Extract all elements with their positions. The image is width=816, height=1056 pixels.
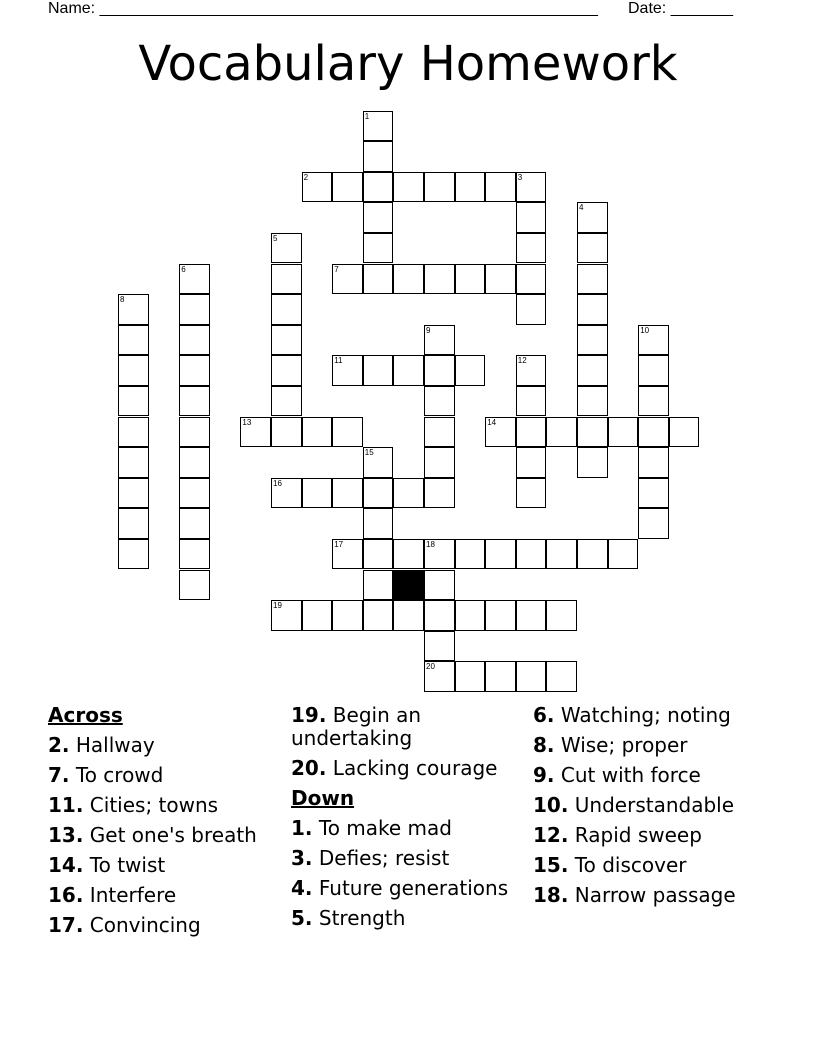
clue-item-text: Watching; noting bbox=[554, 703, 731, 727]
grid-cell[interactable] bbox=[393, 600, 424, 631]
clue-item bbox=[533, 824, 773, 847]
clue-item-number: 8. bbox=[533, 733, 555, 757]
clue-item bbox=[48, 794, 278, 817]
grid-cell[interactable] bbox=[332, 417, 363, 448]
grid-cell[interactable] bbox=[577, 264, 608, 295]
grid-cell[interactable] bbox=[516, 600, 547, 631]
grid-cell[interactable] bbox=[638, 386, 669, 417]
name-field[interactable]: Name: ________________________________________________________ bbox=[48, 0, 598, 17]
clue-item-number: 7. bbox=[48, 763, 70, 787]
grid-cell[interactable] bbox=[424, 631, 455, 662]
grid-cell[interactable] bbox=[271, 417, 302, 448]
clue-item-text: Narrow passage bbox=[568, 883, 736, 907]
grid-cell[interactable] bbox=[363, 355, 394, 386]
clue-item bbox=[291, 704, 526, 750]
grid-cell[interactable] bbox=[516, 202, 547, 233]
clue-item-text: To make mad bbox=[312, 816, 452, 840]
grid-cell[interactable] bbox=[118, 447, 149, 478]
clue-item-number: 18. bbox=[533, 883, 569, 907]
clue-item-number: 10. bbox=[533, 793, 569, 817]
grid-cell[interactable] bbox=[302, 478, 333, 509]
clue-number-10: 10 bbox=[640, 325, 650, 335]
grid-cell[interactable] bbox=[577, 233, 608, 264]
grid-cell[interactable] bbox=[179, 386, 210, 417]
grid-cell[interactable] bbox=[118, 325, 149, 356]
grid-cell[interactable] bbox=[363, 141, 394, 172]
grid-cell[interactable] bbox=[608, 417, 639, 448]
grid-cell[interactable] bbox=[179, 508, 210, 539]
clue-item-number: 13. bbox=[48, 823, 84, 847]
clue-item bbox=[48, 854, 278, 877]
grid-cell[interactable] bbox=[424, 600, 455, 631]
clue-item-text: To discover bbox=[568, 853, 687, 877]
grid-cell[interactable] bbox=[516, 233, 547, 264]
page-title: Vocabulary Homework bbox=[138, 36, 678, 92]
grid-cell[interactable] bbox=[455, 600, 486, 631]
clue-number-18: 18 bbox=[426, 539, 435, 549]
clue-item-text: Begin an undertaking bbox=[291, 703, 422, 750]
grid-cell[interactable] bbox=[546, 661, 577, 692]
grid-cell[interactable] bbox=[577, 355, 608, 386]
clue-item-text: Strength bbox=[312, 906, 406, 930]
across-heading: Across bbox=[48, 703, 123, 727]
clue-item bbox=[48, 914, 278, 937]
grid-cell[interactable] bbox=[516, 264, 547, 295]
grid-cell[interactable] bbox=[546, 539, 577, 570]
grid-cell[interactable] bbox=[424, 417, 455, 448]
grid-cell[interactable] bbox=[118, 386, 149, 417]
grid-cell[interactable] bbox=[332, 600, 363, 631]
grid-cell[interactable] bbox=[638, 355, 669, 386]
clue-item-text: To crowd bbox=[69, 763, 164, 787]
clue-item bbox=[291, 847, 526, 870]
grid-cell[interactable] bbox=[577, 417, 608, 448]
clue-item-text: Get one's breath bbox=[83, 823, 257, 847]
clue-item-text: Wise; proper bbox=[554, 733, 688, 757]
grid-cell[interactable] bbox=[546, 417, 577, 448]
grid-cell[interactable] bbox=[424, 570, 455, 601]
clue-item-number: 16. bbox=[48, 883, 84, 907]
clue-item bbox=[291, 817, 526, 840]
grid-cell[interactable] bbox=[638, 447, 669, 478]
grid-cell[interactable] bbox=[577, 325, 608, 356]
grid-cell[interactable] bbox=[577, 539, 608, 570]
clue-item-text: Hallway bbox=[69, 733, 155, 757]
grid-cell[interactable] bbox=[393, 172, 424, 203]
clue-item-number: 6. bbox=[533, 703, 555, 727]
grid-cell[interactable] bbox=[455, 264, 486, 295]
grid-cell[interactable] bbox=[577, 447, 608, 478]
clue-number-2: 2 bbox=[303, 172, 309, 182]
clue-number-7: 7 bbox=[334, 264, 339, 274]
grid-cell-blocked bbox=[393, 570, 424, 601]
clue-number-5: 5 bbox=[273, 233, 278, 243]
clue-item-number: 14. bbox=[48, 853, 84, 877]
clue-item-number: 11. bbox=[48, 793, 84, 817]
grid-cell[interactable] bbox=[424, 264, 455, 295]
grid-cell[interactable] bbox=[393, 355, 424, 386]
clue-number-16: 16 bbox=[273, 478, 282, 488]
clue-item-number: 2. bbox=[48, 733, 70, 757]
grid-cell[interactable] bbox=[516, 661, 547, 692]
grid-cell[interactable] bbox=[516, 294, 547, 325]
grid-cell[interactable] bbox=[332, 172, 363, 203]
clues-column-1 bbox=[48, 704, 278, 944]
grid-cell[interactable] bbox=[577, 386, 608, 417]
grid-cell[interactable] bbox=[302, 600, 333, 631]
grid-cell[interactable] bbox=[363, 233, 394, 264]
clue-item-number: 15. bbox=[533, 853, 569, 877]
grid-cell[interactable] bbox=[424, 447, 455, 478]
clue-item bbox=[533, 794, 773, 817]
clue-number-17: 17 bbox=[334, 539, 344, 549]
grid-cell[interactable] bbox=[363, 570, 394, 601]
clue-number-1: 1 bbox=[364, 111, 370, 121]
clue-number-15: 15 bbox=[364, 448, 374, 458]
grid-cell[interactable] bbox=[424, 172, 455, 203]
clue-item-number: 19. bbox=[291, 703, 327, 727]
grid-cell[interactable] bbox=[485, 661, 516, 692]
grid-cell[interactable] bbox=[516, 478, 547, 509]
grid-cell[interactable] bbox=[118, 539, 149, 570]
clue-item-text: Understandable bbox=[568, 793, 735, 817]
grid-cell[interactable] bbox=[118, 355, 149, 386]
clue-number-9: 9 bbox=[426, 325, 431, 335]
grid-cell[interactable] bbox=[363, 600, 394, 631]
grid-cell[interactable] bbox=[393, 539, 424, 570]
grid-cell[interactable] bbox=[577, 294, 608, 325]
clue-item-text: To twist bbox=[83, 853, 166, 877]
clue-number-13: 13 bbox=[242, 417, 252, 427]
clue-item-text: Future generations bbox=[312, 876, 509, 900]
grid-cell[interactable] bbox=[455, 355, 486, 386]
clue-item-number: 5. bbox=[291, 906, 313, 930]
grid-cell[interactable] bbox=[546, 600, 577, 631]
grid-cell[interactable] bbox=[424, 478, 455, 509]
grid-cell[interactable] bbox=[271, 386, 302, 417]
grid-cell[interactable] bbox=[363, 202, 394, 233]
clue-item-text: Rapid sweep bbox=[568, 823, 702, 847]
clue-number-20: 20 bbox=[426, 662, 435, 672]
clue-item-number: 4. bbox=[291, 876, 313, 900]
clue-item-number: 1. bbox=[291, 816, 313, 840]
grid-cell[interactable] bbox=[271, 325, 302, 356]
clue-number-4: 4 bbox=[579, 203, 584, 213]
clue-number-6: 6 bbox=[181, 264, 186, 274]
grid-cell[interactable] bbox=[669, 417, 700, 448]
grid-cell[interactable] bbox=[516, 417, 547, 448]
clue-item bbox=[533, 704, 773, 727]
grid-cell[interactable] bbox=[485, 172, 516, 203]
grid-cell[interactable] bbox=[485, 600, 516, 631]
grid-cell[interactable] bbox=[638, 478, 669, 509]
grid-cell[interactable] bbox=[516, 447, 547, 478]
clue-item bbox=[48, 734, 278, 757]
clue-item bbox=[291, 907, 526, 930]
clue-item-text: Convincing bbox=[83, 913, 201, 937]
grid-cell[interactable] bbox=[638, 508, 669, 539]
down-heading: Down bbox=[291, 786, 355, 810]
clue-item-number: 17. bbox=[48, 913, 84, 937]
grid-cell[interactable] bbox=[363, 172, 394, 203]
clue-item bbox=[48, 824, 278, 847]
grid-cell[interactable] bbox=[118, 508, 149, 539]
grid-cell[interactable] bbox=[455, 172, 486, 203]
grid-cell[interactable] bbox=[179, 570, 210, 601]
grid-cell[interactable] bbox=[424, 355, 455, 386]
grid-cell[interactable] bbox=[363, 264, 394, 295]
clue-number-8: 8 bbox=[120, 295, 125, 305]
grid-cell[interactable] bbox=[516, 539, 547, 570]
clue-item bbox=[291, 877, 526, 900]
clue-item-number: 3. bbox=[291, 846, 313, 870]
clue-number-11: 11 bbox=[334, 356, 343, 366]
grid-cell[interactable] bbox=[485, 539, 516, 570]
grid-cell[interactable] bbox=[516, 386, 547, 417]
clue-item-text: Lacking courage bbox=[326, 756, 498, 780]
clue-item-number: 9. bbox=[533, 763, 555, 787]
grid-cell[interactable] bbox=[302, 417, 333, 448]
clue-number-12: 12 bbox=[517, 356, 527, 366]
grid-cell[interactable] bbox=[179, 539, 210, 570]
grid-cell[interactable] bbox=[179, 478, 210, 509]
grid-cell[interactable] bbox=[179, 447, 210, 478]
grid-cell[interactable] bbox=[118, 478, 149, 509]
clue-number-14: 14 bbox=[487, 417, 497, 427]
clues-column-2 bbox=[291, 704, 526, 937]
clue-item-text: Cut with force bbox=[554, 763, 701, 787]
grid-cell[interactable] bbox=[455, 661, 486, 692]
grid-cell[interactable] bbox=[485, 264, 516, 295]
grid-cell[interactable] bbox=[363, 539, 394, 570]
clue-item bbox=[48, 884, 278, 907]
clue-item-number: 12. bbox=[533, 823, 569, 847]
clue-item-text: Defies; resist bbox=[312, 846, 450, 870]
grid-cell[interactable] bbox=[179, 294, 210, 325]
grid-cell[interactable] bbox=[393, 478, 424, 509]
date-field[interactable]: Date: _______ bbox=[628, 0, 733, 17]
clue-item bbox=[533, 884, 773, 907]
grid-cell[interactable] bbox=[118, 417, 149, 448]
grid-cell[interactable] bbox=[271, 264, 302, 295]
grid-cell[interactable] bbox=[179, 417, 210, 448]
grid-cell[interactable] bbox=[608, 539, 639, 570]
grid-cell[interactable] bbox=[424, 386, 455, 417]
grid-cell[interactable] bbox=[363, 478, 394, 509]
clue-item bbox=[533, 764, 773, 787]
clue-item bbox=[533, 854, 773, 877]
clue-number-19: 19 bbox=[273, 601, 282, 611]
grid-cell[interactable] bbox=[455, 539, 486, 570]
grid-cell[interactable] bbox=[271, 294, 302, 325]
clue-item bbox=[291, 757, 526, 780]
clue-item bbox=[533, 734, 773, 757]
clues-column-3 bbox=[533, 704, 773, 914]
grid-cell[interactable] bbox=[638, 417, 669, 448]
clue-item bbox=[48, 764, 278, 787]
grid-cell[interactable] bbox=[179, 325, 210, 356]
clue-item-text: Cities; towns bbox=[83, 793, 219, 817]
grid-cell[interactable] bbox=[332, 478, 363, 509]
clue-item-number: 20. bbox=[291, 756, 327, 780]
grid-cell[interactable] bbox=[271, 355, 302, 386]
clue-number-3: 3 bbox=[517, 172, 523, 182]
grid-cell[interactable] bbox=[179, 355, 210, 386]
grid-cell[interactable] bbox=[363, 508, 394, 539]
clue-item-text: Interfere bbox=[83, 883, 177, 907]
grid-cell[interactable] bbox=[393, 264, 424, 295]
